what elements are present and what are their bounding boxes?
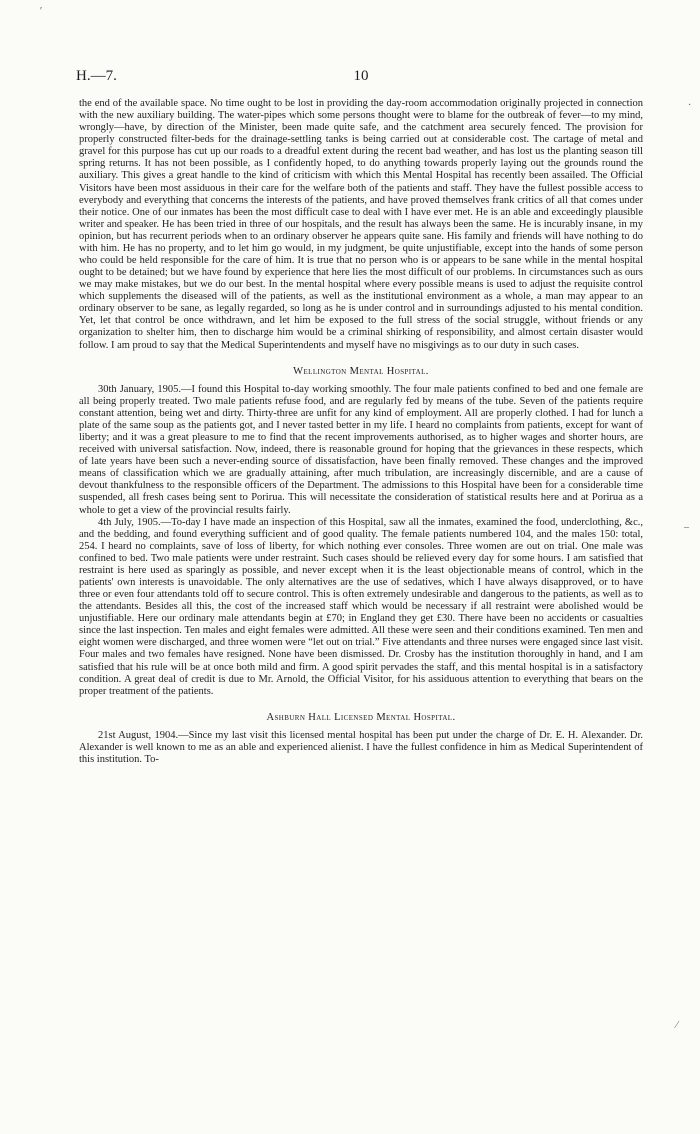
page-number: 10: [353, 68, 369, 84]
page-header: [76, 68, 646, 90]
scan-mark: –: [684, 522, 689, 533]
entry-paragraph: 30th January, 1905.—I found this Hospital to-day working smoothly. The four male patients confined to bed and one female are all being properly treated. Two male patients refuse food, and are regularly fed by means of the tube. Seven of the patients require constant attention, being wet and dirty. Thirty-three are unfit for any kind of employment. All are properly clothed. I had for lunch a plate of the same soup as the patients got, and I never tasted better in my life. I heard no complaints from patients, except for want of liberty; and it was a great pleasure to me to find that the recent improvements authorised, as to higher wages and shorter hours, are received with universal satisfaction. Now, indeed, there is reasonable ground for hoping that the grievances in these respects, which of late years have been such a never-ending source of dissatisfaction, have been finally removed. These changes and the improved means of classification which we are gradually attaining, after much tribulation, are increasingly discernible, and are a cause of devout thankfulness to the responsible officers of the Department. The admissions to this Hospital have been for a considerable time suspended, all fresh cases being sent to Porirua. This will necessitate the consideration of statistical results here and at Porirua as a whole to get a view of the provincial results fairly.: [79, 383, 643, 516]
report-reference: H.—7.: [76, 68, 117, 84]
body-text: [79, 98, 643, 766]
section-ashburn-hall: [79, 712, 643, 766]
continuation-paragraph: the end of the available space. No time ought to be lost in providing the day-room accommodation originally projected in connection with the new auxiliary building. The water-pipes which some persons thought were to blame for the outbreak of fever—to my mind, wrongly—have, by direction of the Minister, been made quite safe, and the catchment area securely fenced. The provision for properly constructed filter-beds for the drainage-settling tanks is being carried out at considerable cost. The cartage of metal and gravel for this purpose has cut up our roads to a dreadful extent during the recent bad weather, and has lost us the planting season till spring returns. It has not been possible, as I confidently hoped, to do anything towards properly laying out the grounds round the auxiliary. This gives a great handle to the kind of criticism with which this Mental Hospital has recently been assailed. The Official Visitors have been most assiduous in their care for the welfare both of the patients and staff. They have the fullest possible access to everybody and everything that concerns the interests of the patients, and have proved themselves frank critics of all that comes under their notice. One of our inmates has been the most difficult case to deal with I have ever met. He is an able and exceedingly plausible writer and speaker. He has been tried in three of our hospitals, and the result has always been the same. He is incurably insane, in my opinion, but has recurrent periods when to an ordinary observer he appears quite sane. His family and friends will have nothing to do with him. He has no property, and to let him go would, in my judgment, be quite unjustifiable, except into the hands of some person who could be held responsible for the care of him. It is true that no person who is or appears to be sane while in the mental hospital ought to be detained; but we have found by experience that here lies the most difficult of our problems. In circumstances such as ours we may make mistakes, but we do our best. In the mental hospital where every possible means is used to adjust the requisite control which supplements the diseased will of the patients, as well as the institutional environment as a whole, a man may appear to an ordinary observer to be sane, as legally regarded, so long as he is under control and in surroundings adjusted to his mental condition. Yet, let that control be once withdrawn, and let him be exposed to the full stress of the social struggle, without friends or any organization to shelter him, then to discharge him would be a criminal shirking of responsibility, and almost certain disaster would follow. I am proud to say that the Medical Superintendents and myself have no misgivings as to our duty in such cases.: [79, 98, 643, 351]
section-heading: Wellington Mental Hospital.: [293, 365, 429, 377]
scan-mark: ·: [688, 100, 692, 111]
entry-paragraph: 4th July, 1905.—To-day I have made an inspection of this Hospital, saw all the inmates, examined the food, underclothing, &c., and the bedding, and found everything sufficient and of good quality. The female patients numbered 104, and the males 150: total, 254. I heard no complaints, save of loss of liberty, for which nothing ever consoles. Three women are out on trial. One male was confined to bed. Two male patients were under restraint. Such cases should be relieved every day for some hours. I am satisfied that restraint is here used as sparingly as possible, and never except when it is the least objectionable means of control, which in the patients' own interests is unavoidable. The only alternatives are the use of sedatives, which I have always disapproved, or to have three or even four attendants told off to secure control. This is often extremely undesirable and dangerous to the patients, as well as to the attendants. Besides all this, the cost of the increased staff which would be necessary if all restraint were abolished would be unjustifiable. Here our ordinary male attendants begin at £70; in England they get £30. There have been no accidents or casualties since the last inspection. Ten males and eight females were admitted. All these were seen and their conditions examined. Ten men and eight women were discharged, and three women were “let out on trial.” Five attendants and three nurses were engaged since last visit. Four males and two females have resigned. None have been dismissed. Dr. Crosby has the institution thoroughly in hand, and I am satisfied that his rule will be at once both mild and firm. A good spirit pervades the staff, and this mental hospital is in a satisfactory condition. A great deal of credit is due to Mr. Arnold, the Official Visitor, for his assiduous attention to everything that bears on the proper treatment of the patients.: [79, 516, 643, 697]
entry-paragraph: 21st August, 1904.—Since my last visit this licensed mental hospital has been put under the charge of Dr. E. H. Alexander. Dr. Alexander is well known to me as an able and experienced alienist. I have the fullest confidence in him as Medical Superintendent of this institution. To-: [79, 729, 643, 765]
section-heading: Ashburn Hall Licensed Mental Hospital.: [266, 711, 456, 723]
scan-mark: ′: [40, 6, 43, 17]
section-wellington: [79, 366, 643, 698]
scan-mark: ⁄: [676, 1020, 678, 1031]
